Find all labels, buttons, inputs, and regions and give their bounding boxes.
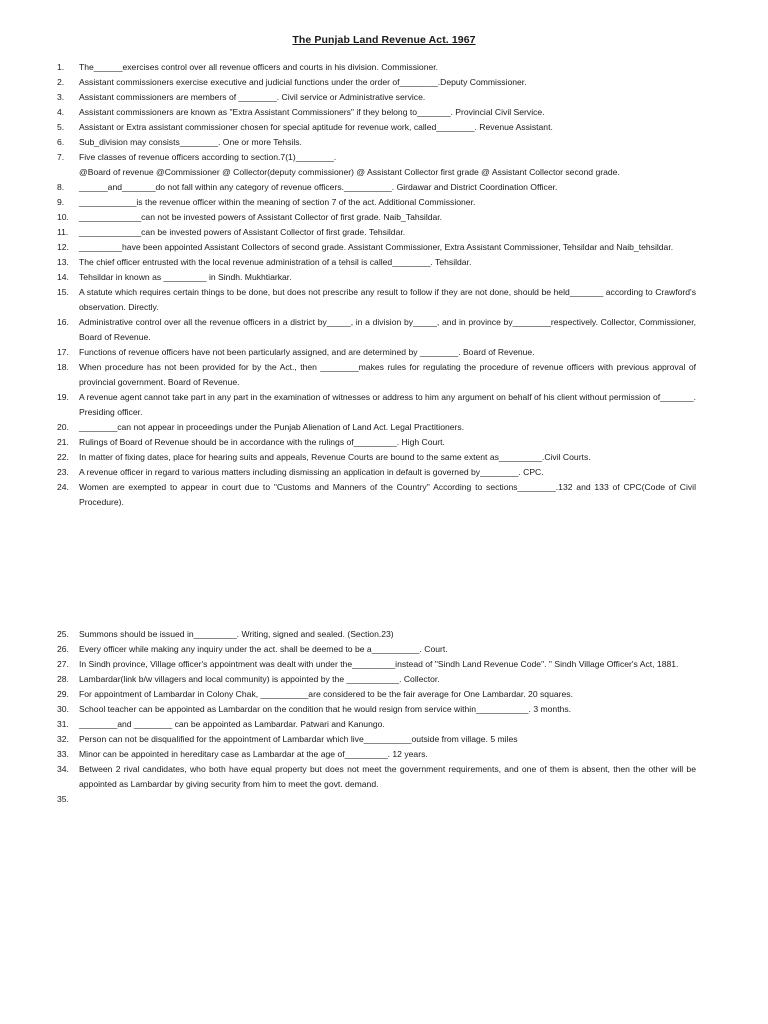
question-item xyxy=(0,717,768,732)
question-number: 21. xyxy=(57,437,69,447)
question-item xyxy=(0,225,768,240)
question-item xyxy=(0,90,768,105)
question-number: 28. xyxy=(57,674,69,684)
question-number: 8. xyxy=(57,182,65,192)
question-number: 10. xyxy=(57,212,69,222)
question-item xyxy=(0,732,768,747)
document-title: The Punjab Land Revenue Act. 1967 xyxy=(292,34,476,46)
question-item xyxy=(0,390,768,420)
question-item xyxy=(0,762,768,792)
question-number: 4. xyxy=(57,107,65,117)
question-number: 35. xyxy=(57,794,69,804)
question-number: 19. xyxy=(57,392,69,402)
question-number: 30. xyxy=(57,704,69,714)
question-number: 31. xyxy=(57,719,69,729)
question-text: For appointment of Lambardar in Colony Chak, __________are considered to be the fair average for One Lambardar. 20 squares. xyxy=(79,689,573,699)
question-text: ________can not appear in proceedings under the Punjab Alienation of Land Act. Legal Practitioners. xyxy=(79,422,465,432)
question-number: 18. xyxy=(57,362,69,372)
question-number: 14. xyxy=(57,272,69,282)
question-text: _____________can be invested powers of Assistant Collector of first grade. Tehsildar. xyxy=(79,227,406,237)
question-text: Every officer while making any inquiry under the act. shall be deemed to be a__________. Court. xyxy=(79,644,448,654)
question-number: 11. xyxy=(57,227,69,237)
question-text: The______exercises control over all revenue officers and courts in his division. Commissioner. xyxy=(79,62,439,72)
question-text: Assistant commissioners exercise executive and judicial functions under the order of________.Deputy Commissioner. xyxy=(79,77,527,87)
question-item xyxy=(0,747,768,762)
question-text: ____________is the revenue officer within the meaning of section 7 of the act. Additional Commissioner. xyxy=(79,197,476,207)
question-text: A revenue agent cannot take part in any part in the examination of witnesses or address to him any argument on behalf of his client without permission of_______. Presiding officer. xyxy=(79,392,696,417)
question-item xyxy=(0,240,768,255)
question-text: The chief officer entrusted with the local revenue administration of a tehsil is called________. Tehsildar. xyxy=(79,257,472,267)
question-text: Assistant commissioners are members of ________. Civil service or Administrative service. xyxy=(79,92,426,102)
question-item xyxy=(0,450,768,465)
question-text: Between 2 rival candidates, who both have equal property but does not meet the government requirements, and one of them is absent, then the other will be appointed as Lambardar by giving security from him to meet the govt. demand. xyxy=(79,764,696,789)
question-number: 23. xyxy=(57,467,69,477)
question-text: _________have been appointed Assistant Collectors of second grade. Assistant Commissioner, Extra Assistant Commissioner, Tehsildar and Naib_tehsildar. xyxy=(79,242,674,252)
question-item xyxy=(0,210,768,225)
question-number: 22. xyxy=(57,452,69,462)
question-number: 2. xyxy=(57,77,65,87)
question-item xyxy=(0,150,768,180)
question-number: 16. xyxy=(57,317,69,327)
question-item xyxy=(0,345,768,360)
question-number: 3. xyxy=(57,92,65,102)
question-item xyxy=(0,657,768,672)
question-text: Person can not be disqualified for the appointment of Lambardar which live__________outside from village. 5 miles xyxy=(79,734,518,744)
question-item xyxy=(0,360,768,390)
question-item xyxy=(0,195,768,210)
question-item xyxy=(0,60,768,75)
question-number: 25. xyxy=(57,629,69,639)
question-item xyxy=(0,642,768,657)
question-item xyxy=(0,672,768,687)
question-item xyxy=(0,315,768,345)
question-list-part-2 xyxy=(0,627,768,804)
question-item xyxy=(0,435,768,450)
question-item xyxy=(0,120,768,135)
question-number: 5. xyxy=(57,122,65,132)
question-number: 15. xyxy=(57,287,69,297)
question-text: Assistant commissioners are known as "Extra Assistant Commissioners" if they belong to_______. Provincial Civil Service. xyxy=(79,107,545,117)
question-number: 27. xyxy=(57,659,69,669)
question-number: 12. xyxy=(57,242,69,252)
question-number: 1. xyxy=(57,62,65,72)
question-text: ________and ________ can be appointed as Lambardar. Patwari and Kanungo. xyxy=(79,719,385,729)
question-text: Tehsildar in known as _________ in Sindh. Mukhtiarkar. xyxy=(79,272,292,282)
question-text: _____________can not be invested powers of Assistant Collector of first grade. Naib_Tahsildar. xyxy=(79,212,443,222)
question-text: School teacher can be appointed as Lambardar on the condition that he would resign from service within___________. 3 months. xyxy=(79,704,572,714)
question-text: Lambardar(link b/w villagers and local community) is appointed by the ___________. Collector. xyxy=(79,674,440,684)
question-item xyxy=(0,480,768,510)
question-list-part-1 xyxy=(0,60,768,510)
question-number: 32. xyxy=(57,734,69,744)
question-item xyxy=(0,75,768,90)
question-number: 24. xyxy=(57,482,69,492)
question-number: 13. xyxy=(57,257,69,267)
question-number: 34. xyxy=(57,764,69,774)
question-text: In matter of fixing dates, place for hearing suits and appeals, Revenue Courts are bound to the same extent as_________.Civil Courts. xyxy=(79,452,591,462)
question-item xyxy=(0,270,768,285)
question-number: 6. xyxy=(57,137,65,147)
question-text: When procedure has not been provided for by the Act., then ________makes rules for regulating the procedure of revenue officers with previous approval of provincial government. Board of Revenue. xyxy=(79,362,696,387)
question-number: 33. xyxy=(57,749,69,759)
question-text: A statute which requires certain things to be done, but does not prescribe any result to follow if they are not done, should be held_______ according to Crawford's observation. Directly. xyxy=(79,287,696,312)
question-number: 9. xyxy=(57,197,65,207)
question-text: In Sindh province, Village officer's appointment was dealt with under the_________instead of "Sindh Land Revenue Code". " Sindh Village Officer's Act, 1881. xyxy=(79,659,679,669)
question-item xyxy=(0,105,768,120)
question-item xyxy=(0,702,768,717)
question-text: Administrative control over all the revenue officers in a district by_____, in a division by_____, and in province by________respectively. Collector, Commissioner, Board of Revenue. xyxy=(79,317,696,342)
question-text: Sub_division may consists________. One or more Tehsils. xyxy=(79,137,302,147)
question-text: Assistant or Extra assistant commissioner chosen for special aptitude for revenue work, called________. Revenue Assistant. xyxy=(79,122,553,132)
question-text: A revenue officer in regard to various matters including dismissing an application in default is governed by________. CPC. xyxy=(79,467,544,477)
question-item xyxy=(0,180,768,195)
question-number: 29. xyxy=(57,689,69,699)
question-number: 7. xyxy=(57,152,65,162)
question-text: Five classes of revenue officers according to section.7(1)________. @Board of revenue @Commissioner @ Collector(deputy commissioner) @ Assistant Collector first grade @ Assistant Collector second grade. xyxy=(79,152,620,177)
question-text: Rulings of Board of Revenue should be in accordance with the rulings of_________. High Court. xyxy=(79,437,445,447)
question-text: Women are exempted to appear in court due to "Customs and Manners of the Country" According to sections________.132 and 133 of CPC(Code of Civil Procedure). xyxy=(79,482,696,507)
question-item xyxy=(0,420,768,435)
question-item xyxy=(0,465,768,480)
question-text: ______and_______do not fall within any category of revenue officers.__________. Girdawar and District Coordination Officer. xyxy=(79,182,558,192)
question-number: 20. xyxy=(57,422,69,432)
question-number: 17. xyxy=(57,347,69,357)
question-item xyxy=(0,255,768,270)
question-item xyxy=(0,135,768,150)
question-text: Functions of revenue officers have not been particularly assigned, and are determined by ________. Board of Revenue. xyxy=(79,347,535,357)
question-number: 26. xyxy=(57,644,69,654)
question-text: Minor can be appointed in hereditary case as Lambardar at the age of_________. 12 years. xyxy=(79,749,428,759)
question-item xyxy=(0,627,768,642)
question-item xyxy=(0,285,768,315)
question-item xyxy=(0,687,768,702)
question-text: Summons should be issued in_________. Writing, signed and sealed. (Section.23) xyxy=(79,629,394,639)
